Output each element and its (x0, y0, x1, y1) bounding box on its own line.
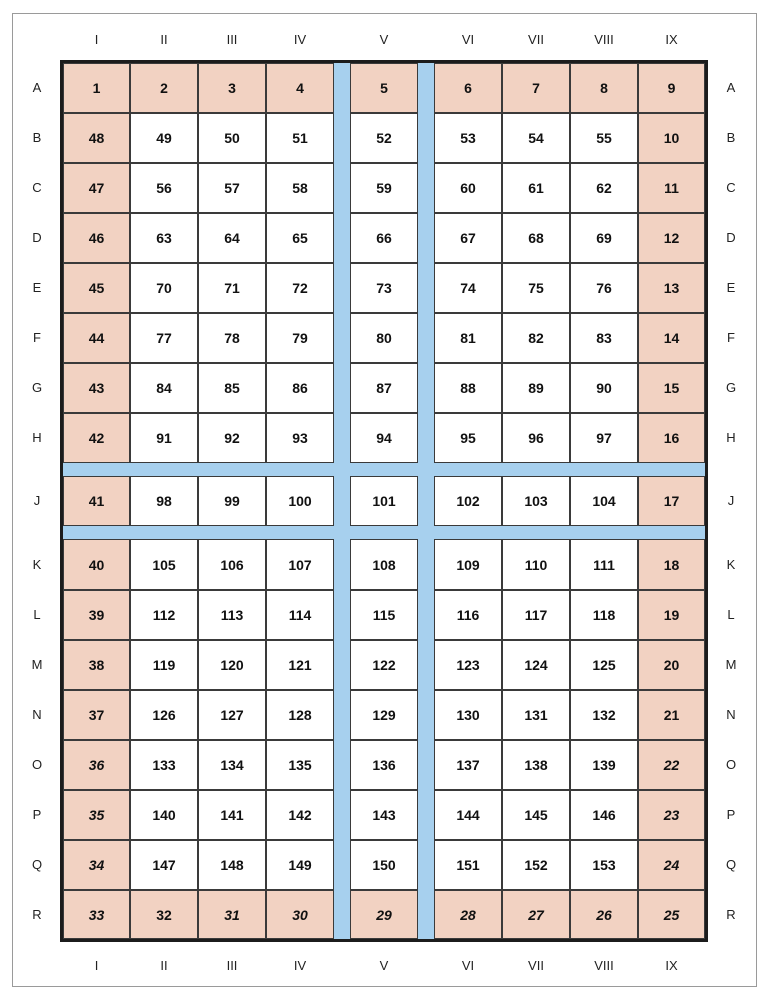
cell-R-IV: 30 (266, 890, 334, 939)
cell-B-III: 50 (198, 113, 266, 163)
cell-P-VII: 145 (502, 790, 570, 840)
column-label-top-III: III (226, 32, 238, 47)
cell-B-VIII: 55 (570, 113, 638, 163)
cell-D-VIII: 69 (570, 213, 638, 263)
row-label-left-F: F (33, 330, 41, 345)
cell-G-IX: 15 (638, 363, 705, 413)
cell-H-V: 94 (350, 413, 418, 463)
cell-D-II: 63 (130, 213, 198, 263)
row-label-right-K: K (726, 556, 736, 572)
cell-K-VI: 109 (434, 539, 502, 590)
row-label-right-A: A (726, 80, 736, 95)
cell-D-VI: 67 (434, 213, 502, 263)
cell-A-IX: 9 (638, 63, 705, 113)
cell-O-VI: 137 (434, 740, 502, 790)
cell-Q-VII: 152 (502, 840, 570, 890)
column-label-top-IV: IV (293, 32, 307, 47)
row-label-right-P: P (726, 807, 736, 822)
cell-D-I: 46 (63, 213, 130, 263)
cell-C-VIII: 62 (570, 163, 638, 213)
row-label-right-F: F (727, 330, 735, 345)
cell-M-IX: 20 (638, 640, 705, 690)
cell-M-V: 122 (350, 640, 418, 690)
cell-N-VII: 131 (502, 690, 570, 740)
cell-F-VIII: 83 (570, 313, 638, 363)
cell-J-II: 98 (130, 476, 198, 526)
cell-F-V: 80 (350, 313, 418, 363)
cell-P-III: 141 (198, 790, 266, 840)
cell-R-VI: 28 (434, 890, 502, 939)
cell-F-III: 78 (198, 313, 266, 363)
cell-K-II: 105 (130, 539, 198, 590)
cell-R-I: 33 (63, 890, 130, 939)
cell-H-VII: 96 (502, 413, 570, 463)
cell-A-III: 3 (198, 63, 266, 113)
cell-G-V: 87 (350, 363, 418, 413)
cell-J-VIII: 104 (570, 476, 638, 526)
row-label-left-Q: Q (31, 857, 43, 872)
cell-F-VII: 82 (502, 313, 570, 363)
grid-board (60, 60, 708, 942)
cell-G-VIII: 90 (570, 363, 638, 413)
column-label-bottom-II: II (160, 958, 168, 973)
column-label-top-IX: IX (665, 32, 678, 47)
cell-B-I: 48 (63, 113, 130, 163)
cell-B-VI: 53 (434, 113, 502, 163)
cell-O-VIII: 139 (570, 740, 638, 790)
row-label-left-M: M (31, 657, 43, 672)
cell-H-II: 91 (130, 413, 198, 463)
cell-E-VI: 74 (434, 263, 502, 313)
cell-C-III: 57 (198, 163, 266, 213)
cell-M-VI: 123 (434, 640, 502, 690)
cell-C-VI: 60 (434, 163, 502, 213)
cell-M-II: 119 (130, 640, 198, 690)
cell-H-IX: 16 (638, 413, 705, 463)
cell-A-V: 5 (350, 63, 418, 113)
cell-F-VI: 81 (434, 313, 502, 363)
cell-O-III: 134 (198, 740, 266, 790)
cell-L-VIII: 118 (570, 590, 638, 640)
cell-A-II: 2 (130, 63, 198, 113)
cell-Q-IV: 149 (266, 840, 334, 890)
cell-Q-I: 34 (63, 840, 130, 890)
cell-E-VIII: 76 (570, 263, 638, 313)
cell-B-VII: 54 (502, 113, 570, 163)
cell-O-IV: 135 (266, 740, 334, 790)
cell-R-II: 32 (130, 890, 198, 939)
cell-K-I: 40 (63, 539, 130, 590)
cell-Q-II: 147 (130, 840, 198, 890)
cell-E-I: 45 (63, 263, 130, 313)
cell-D-V: 66 (350, 213, 418, 263)
cell-F-IV: 79 (266, 313, 334, 363)
cell-L-IX: 19 (638, 590, 705, 640)
row-label-right-Q: Q (725, 857, 737, 872)
cell-D-III: 64 (198, 213, 266, 263)
cell-R-VIII: 26 (570, 890, 638, 939)
cell-G-VI: 88 (434, 363, 502, 413)
row-label-right-C: C (726, 180, 736, 195)
cell-M-VIII: 125 (570, 640, 638, 690)
row-label-right-E: E (726, 280, 736, 295)
cell-K-IX: 18 (638, 539, 705, 590)
cell-A-VII: 7 (502, 63, 570, 113)
cell-N-II: 126 (130, 690, 198, 740)
cell-N-VI: 130 (434, 690, 502, 740)
cell-N-I: 37 (63, 690, 130, 740)
row-label-left-R: R (32, 906, 42, 922)
cell-G-I: 43 (63, 363, 130, 413)
cell-O-I: 36 (63, 740, 130, 790)
row-label-left-L: L (33, 607, 41, 622)
cell-P-I: 35 (63, 790, 130, 840)
cell-M-I: 38 (63, 640, 130, 690)
cell-Q-VIII: 153 (570, 840, 638, 890)
row-label-left-B: B (32, 130, 42, 145)
cell-K-IV: 107 (266, 539, 334, 590)
cell-L-VII: 117 (502, 590, 570, 640)
cell-A-IV: 4 (266, 63, 334, 113)
row-label-right-G: G (725, 380, 737, 395)
cell-J-VI: 102 (434, 476, 502, 526)
row-label-right-N: N (726, 707, 736, 722)
cell-K-VIII: 111 (570, 539, 638, 590)
cell-D-IV: 65 (266, 213, 334, 263)
row-label-right-B: B (726, 130, 736, 145)
row-label-left-C: C (32, 180, 42, 195)
cell-J-III: 99 (198, 476, 266, 526)
cell-L-VI: 116 (434, 590, 502, 640)
cell-L-II: 112 (130, 590, 198, 640)
cell-G-VII: 89 (502, 363, 570, 413)
cell-O-VII: 138 (502, 740, 570, 790)
cell-P-VIII: 146 (570, 790, 638, 840)
cell-E-II: 70 (130, 263, 198, 313)
cell-O-IX: 22 (638, 740, 705, 790)
cell-E-IX: 13 (638, 263, 705, 313)
cell-K-III: 106 (198, 539, 266, 590)
column-label-bottom-IX: IX (665, 958, 678, 973)
column-label-top-II: II (160, 32, 168, 47)
cell-B-IV: 51 (266, 113, 334, 163)
row-label-left-K: K (32, 556, 42, 572)
row-label-left-E: E (32, 280, 42, 295)
cell-D-VII: 68 (502, 213, 570, 263)
cell-Q-III: 148 (198, 840, 266, 890)
row-label-right-O: O (725, 757, 737, 772)
cell-D-IX: 12 (638, 213, 705, 263)
column-label-top-V: V (379, 32, 389, 47)
row-label-left-A: A (32, 80, 42, 95)
cell-R-IX: 25 (638, 890, 705, 939)
column-label-bottom-V: V (379, 958, 389, 973)
cell-C-V: 59 (350, 163, 418, 213)
cell-R-V: 29 (350, 890, 418, 939)
cell-P-IX: 23 (638, 790, 705, 840)
cell-O-V: 136 (350, 740, 418, 790)
cell-J-VII: 103 (502, 476, 570, 526)
row-label-right-J: J (727, 493, 735, 508)
column-label-bottom-IV: IV (293, 958, 307, 973)
cell-J-V: 101 (350, 476, 418, 526)
cell-P-V: 143 (350, 790, 418, 840)
cell-N-IV: 128 (266, 690, 334, 740)
column-label-top-I: I (94, 32, 99, 47)
cell-Q-IX: 24 (638, 840, 705, 890)
column-label-bottom-III: III (226, 958, 238, 973)
cell-H-VI: 95 (434, 413, 502, 463)
cell-A-VI: 6 (434, 63, 502, 113)
cell-F-I: 44 (63, 313, 130, 363)
cell-J-IX: 17 (638, 476, 705, 526)
cell-F-II: 77 (130, 313, 198, 363)
cell-K-VII: 110 (502, 539, 570, 590)
cell-H-VIII: 97 (570, 413, 638, 463)
column-label-top-VIII: VIII (594, 32, 614, 47)
cell-B-IX: 10 (638, 113, 705, 163)
cell-C-I: 47 (63, 163, 130, 213)
cell-M-III: 120 (198, 640, 266, 690)
row-label-right-R: R (726, 906, 736, 922)
cell-E-V: 73 (350, 263, 418, 313)
row-label-left-P: P (32, 807, 42, 822)
cell-O-II: 133 (130, 740, 198, 790)
cell-H-III: 92 (198, 413, 266, 463)
cell-G-II: 84 (130, 363, 198, 413)
cell-G-IV: 86 (266, 363, 334, 413)
cell-A-I: 1 (63, 63, 130, 113)
cell-Q-VI: 151 (434, 840, 502, 890)
cell-L-III: 113 (198, 590, 266, 640)
cell-R-VII: 27 (502, 890, 570, 939)
row-label-left-G: G (31, 380, 43, 395)
column-label-top-VII: VII (528, 32, 544, 47)
cell-L-I: 39 (63, 590, 130, 640)
column-label-bottom-VIII: VIII (594, 958, 614, 973)
cell-R-III: 31 (198, 890, 266, 939)
cell-P-IV: 142 (266, 790, 334, 840)
cell-C-II: 56 (130, 163, 198, 213)
cell-L-IV: 114 (266, 590, 334, 640)
cell-N-III: 127 (198, 690, 266, 740)
cell-K-V: 108 (350, 539, 418, 590)
row-label-right-D: D (726, 230, 736, 245)
row-label-right-M: M (725, 657, 737, 672)
cell-P-II: 140 (130, 790, 198, 840)
cell-N-IX: 21 (638, 690, 705, 740)
cell-J-I: 41 (63, 476, 130, 526)
row-label-right-H: H (726, 430, 736, 445)
cell-L-V: 115 (350, 590, 418, 640)
cell-H-I: 42 (63, 413, 130, 463)
cell-B-V: 52 (350, 113, 418, 163)
cell-A-VIII: 8 (570, 63, 638, 113)
cell-M-VII: 124 (502, 640, 570, 690)
cell-N-VIII: 132 (570, 690, 638, 740)
cell-P-VI: 144 (434, 790, 502, 840)
cell-F-IX: 14 (638, 313, 705, 363)
cell-Q-V: 150 (350, 840, 418, 890)
cell-M-IV: 121 (266, 640, 334, 690)
cell-B-II: 49 (130, 113, 198, 163)
row-label-left-O: O (31, 757, 43, 772)
column-label-bottom-I: I (94, 958, 99, 973)
row-label-left-J: J (33, 493, 41, 508)
cell-G-III: 85 (198, 363, 266, 413)
cell-C-VII: 61 (502, 163, 570, 213)
cell-E-IV: 72 (266, 263, 334, 313)
row-label-left-D: D (32, 230, 42, 245)
cell-J-IV: 100 (266, 476, 334, 526)
cell-C-IV: 58 (266, 163, 334, 213)
cell-N-V: 129 (350, 690, 418, 740)
cell-H-IV: 93 (266, 413, 334, 463)
cell-E-III: 71 (198, 263, 266, 313)
row-label-left-N: N (32, 707, 42, 722)
column-label-bottom-VI: VI (461, 958, 475, 973)
cell-E-VII: 75 (502, 263, 570, 313)
row-label-left-H: H (32, 430, 42, 445)
cell-C-IX: 11 (638, 163, 705, 213)
row-label-right-L: L (727, 607, 735, 622)
column-label-top-VI: VI (461, 32, 475, 47)
column-label-bottom-VII: VII (528, 958, 544, 973)
